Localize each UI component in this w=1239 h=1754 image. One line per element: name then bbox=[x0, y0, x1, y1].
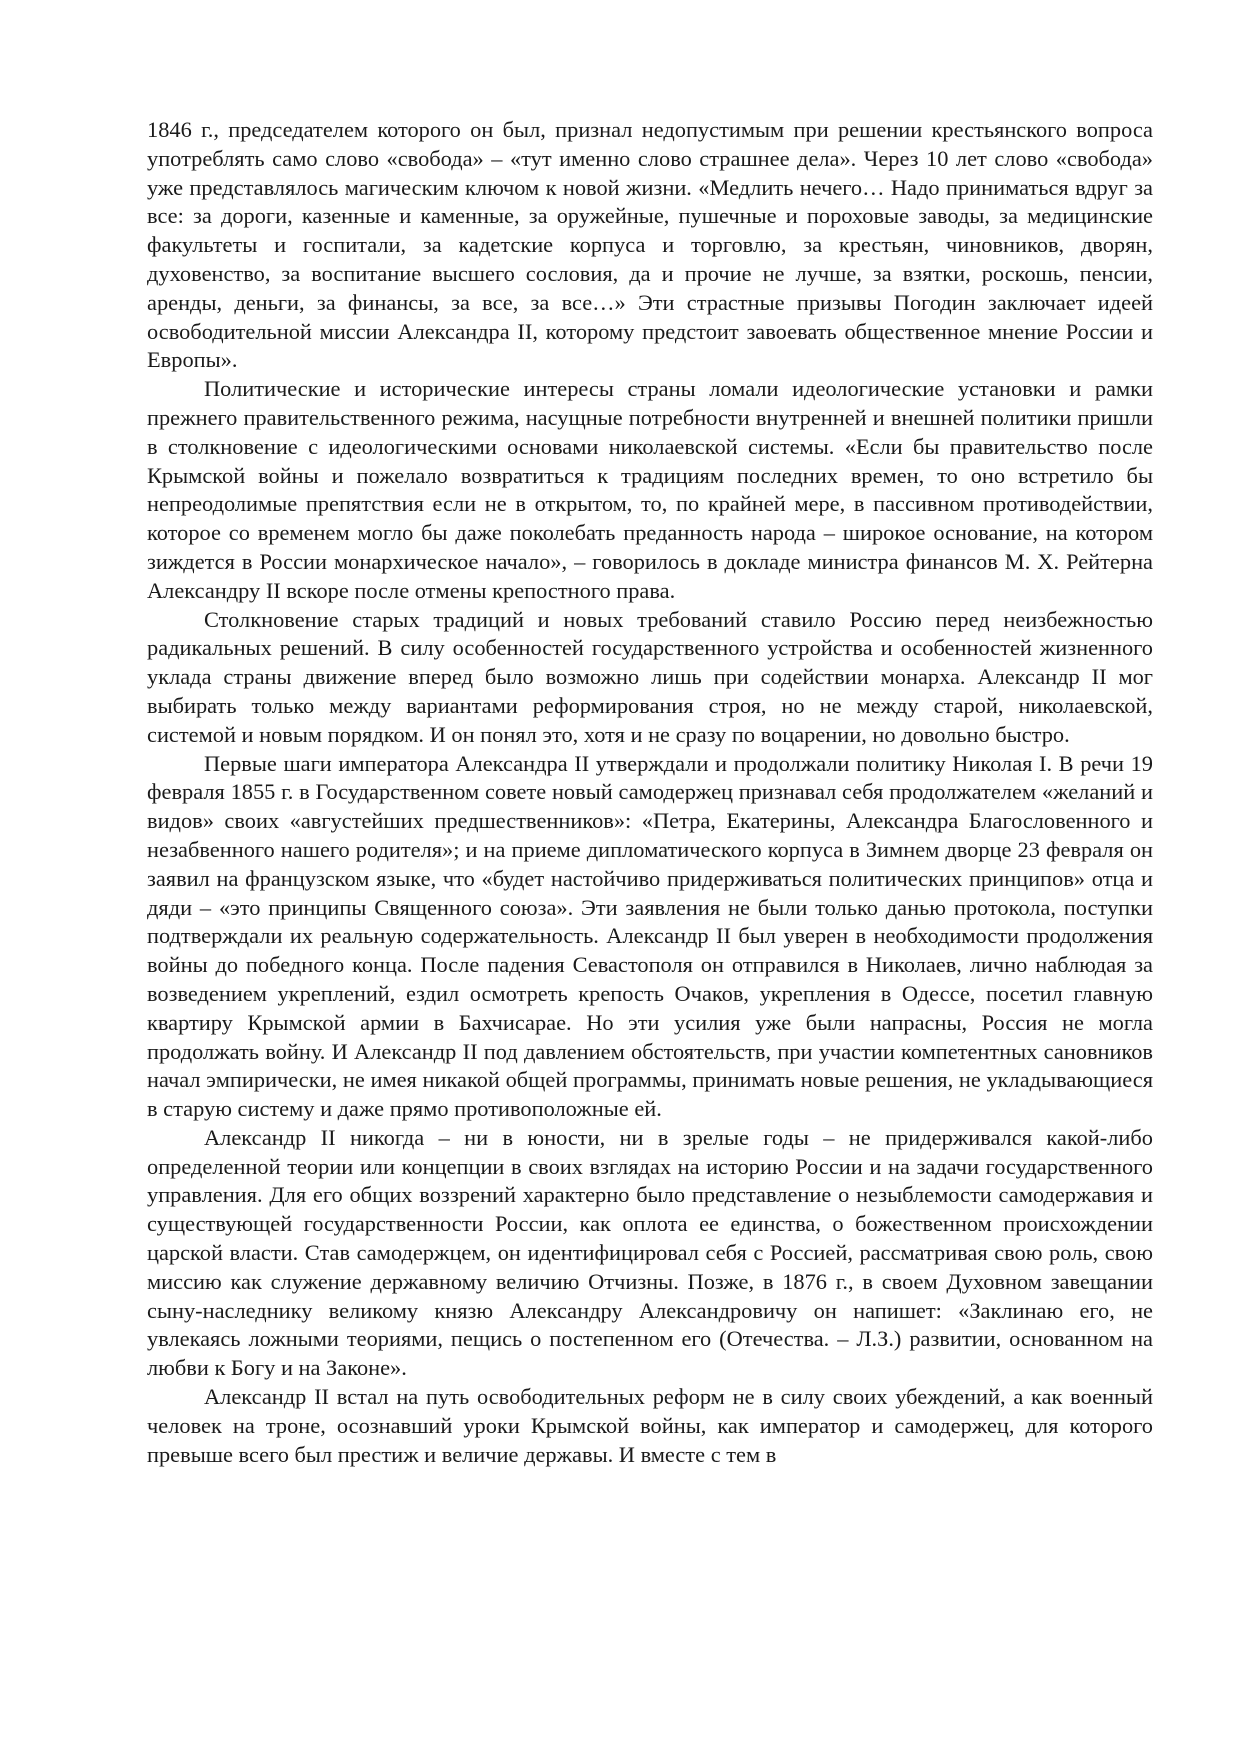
document-page bbox=[147, 116, 1153, 1469]
paragraph-2: Политические и исторические интересы страны ломали идеологические установки и рамки прежнего правительственного режима, насущные потребности внутренней и внешней политики пришли в столкновение с идеологическими основами николаевской системы. «Если бы правительство после Крымской войны и пожелало возвратиться к традициям последних времен, то оно встретило бы непреодолимые препятствия если не в открытом, то, по крайней мере, в пассивном противодействии, которое со временем могло бы даже поколебать преданность народа – широкое основание, на котором зиждется в России монархическое начало», – говорилось в докладе министра финансов М. Х. Рейтерна Александру II вскоре после отмены крепостного права. bbox=[147, 376, 1153, 603]
paragraph-3: Столкновение старых традиций и новых требований ставило Россию перед неизбежностью радикальных решений. В силу особенностей государственного устройства и особенностей жизненного уклада страны движение вперед было возможно лишь при содействии монарха. Александр II мог выбирать только между вариантами реформирования строя, но не между старой, николаевской, системой и новым порядком. И он понял это, хотя и не сразу по воцарении, но довольно быстро. bbox=[147, 606, 1153, 747]
paragraph-1: 1846 г., председателем которого он был, признал недопустимым при решении крестьянского вопроса употреблять само слово «свобода» – «тут именно слово страшнее дела». Через 10 лет слово «свобода» уже представлялось магическим ключом к новой жизни. «Медлить нечего… Надо приниматься вдруг за все: за дороги, казенные и каменные, за оружейные, пушечные и пороховые заводы, за медицинские факультеты и госпитали, за кадетские корпуса и торговлю, за крестьян, чиновников, дворян, духовенство, за воспитание высшего сословия, да и прочие не лучше, за взятки, роскошь, пенсии, аренды, деньги, за финансы, за все, за все…» Эти страстные призывы Погодин заключает идеей освободительной миссии Александра II, которому предстоит завоевать общественное мнение России и Европы». bbox=[147, 117, 1153, 373]
paragraph-6: Александр II встал на путь освободительных реформ не в силу своих убеждений, а как военный человек на троне, осознавший уроки Крымской войны, как император и самодержец, для которого превыше всего был престиж и величие державы. И вместе с тем в bbox=[147, 1384, 1153, 1467]
paragraph-4: Первые шаги императора Александра II утверждали и продолжали политику Николая I. В речи 19 февраля 1855 г. в Государственном совете новый самодержец признавал себя продолжателем «желаний и видов» своих «августейших предшественников»: «Петра, Екатерины, Александра Благословенного и незабвенного нашего родителя»; и на приеме дипломатического корпуса в Зимнем дворце 23 февраля он заявил на французском языке, что «будет настойчиво придерживаться политических принципов» отца и дяди – «это принципы Священного союза». Эти заявления не были только данью протокола, поступки подтверждали их реальную содержательность. Александр II был уверен в необходимости продолжения войны до победного конца. После падения Севастополя он отправился в Николаев, лично наблюдая за возведением укреплений, ездил осмотреть крепость Очаков, укрепления в Одессе, посетил главную квартиру Крымской армии в Бахчисарае. Но эти усилия уже были напрасны, Россия не могла продолжать войну. И Александр II под давлением обстоятельств, при участии компетентных сановников начал эмпирически, не имея никакой общей программы, принимать новые решения, не укладывающиеся в старую систему и даже прямо противоположные ей. bbox=[147, 750, 1153, 1122]
paragraph-5: Александр II никогда – ни в юности, ни в зрелые годы – не придерживался какой-либо определенной теории или концепции в своих взглядах на историю России и на задачи государственного управления. Для его общих воззрений характерно было представление о незыблемости самодержавия и существующей государственности России, как оплота ее единства, о божественном происхождении царской власти. Став самодержцем, он идентифицировал себя с Россией, рассматривая свою роль, свою миссию как служение державному величию Отчизны. Позже, в 1876 г., в своем Духовном завещании сыну-наследнику великому князю Александру Александровичу он напишет: «Заклинаю его, не увлекаясь ложными теориями, пещись о постепенном его (Отечества. – Л.З.) развитии, основанном на любви к Богу и на Законе». bbox=[147, 1124, 1153, 1381]
